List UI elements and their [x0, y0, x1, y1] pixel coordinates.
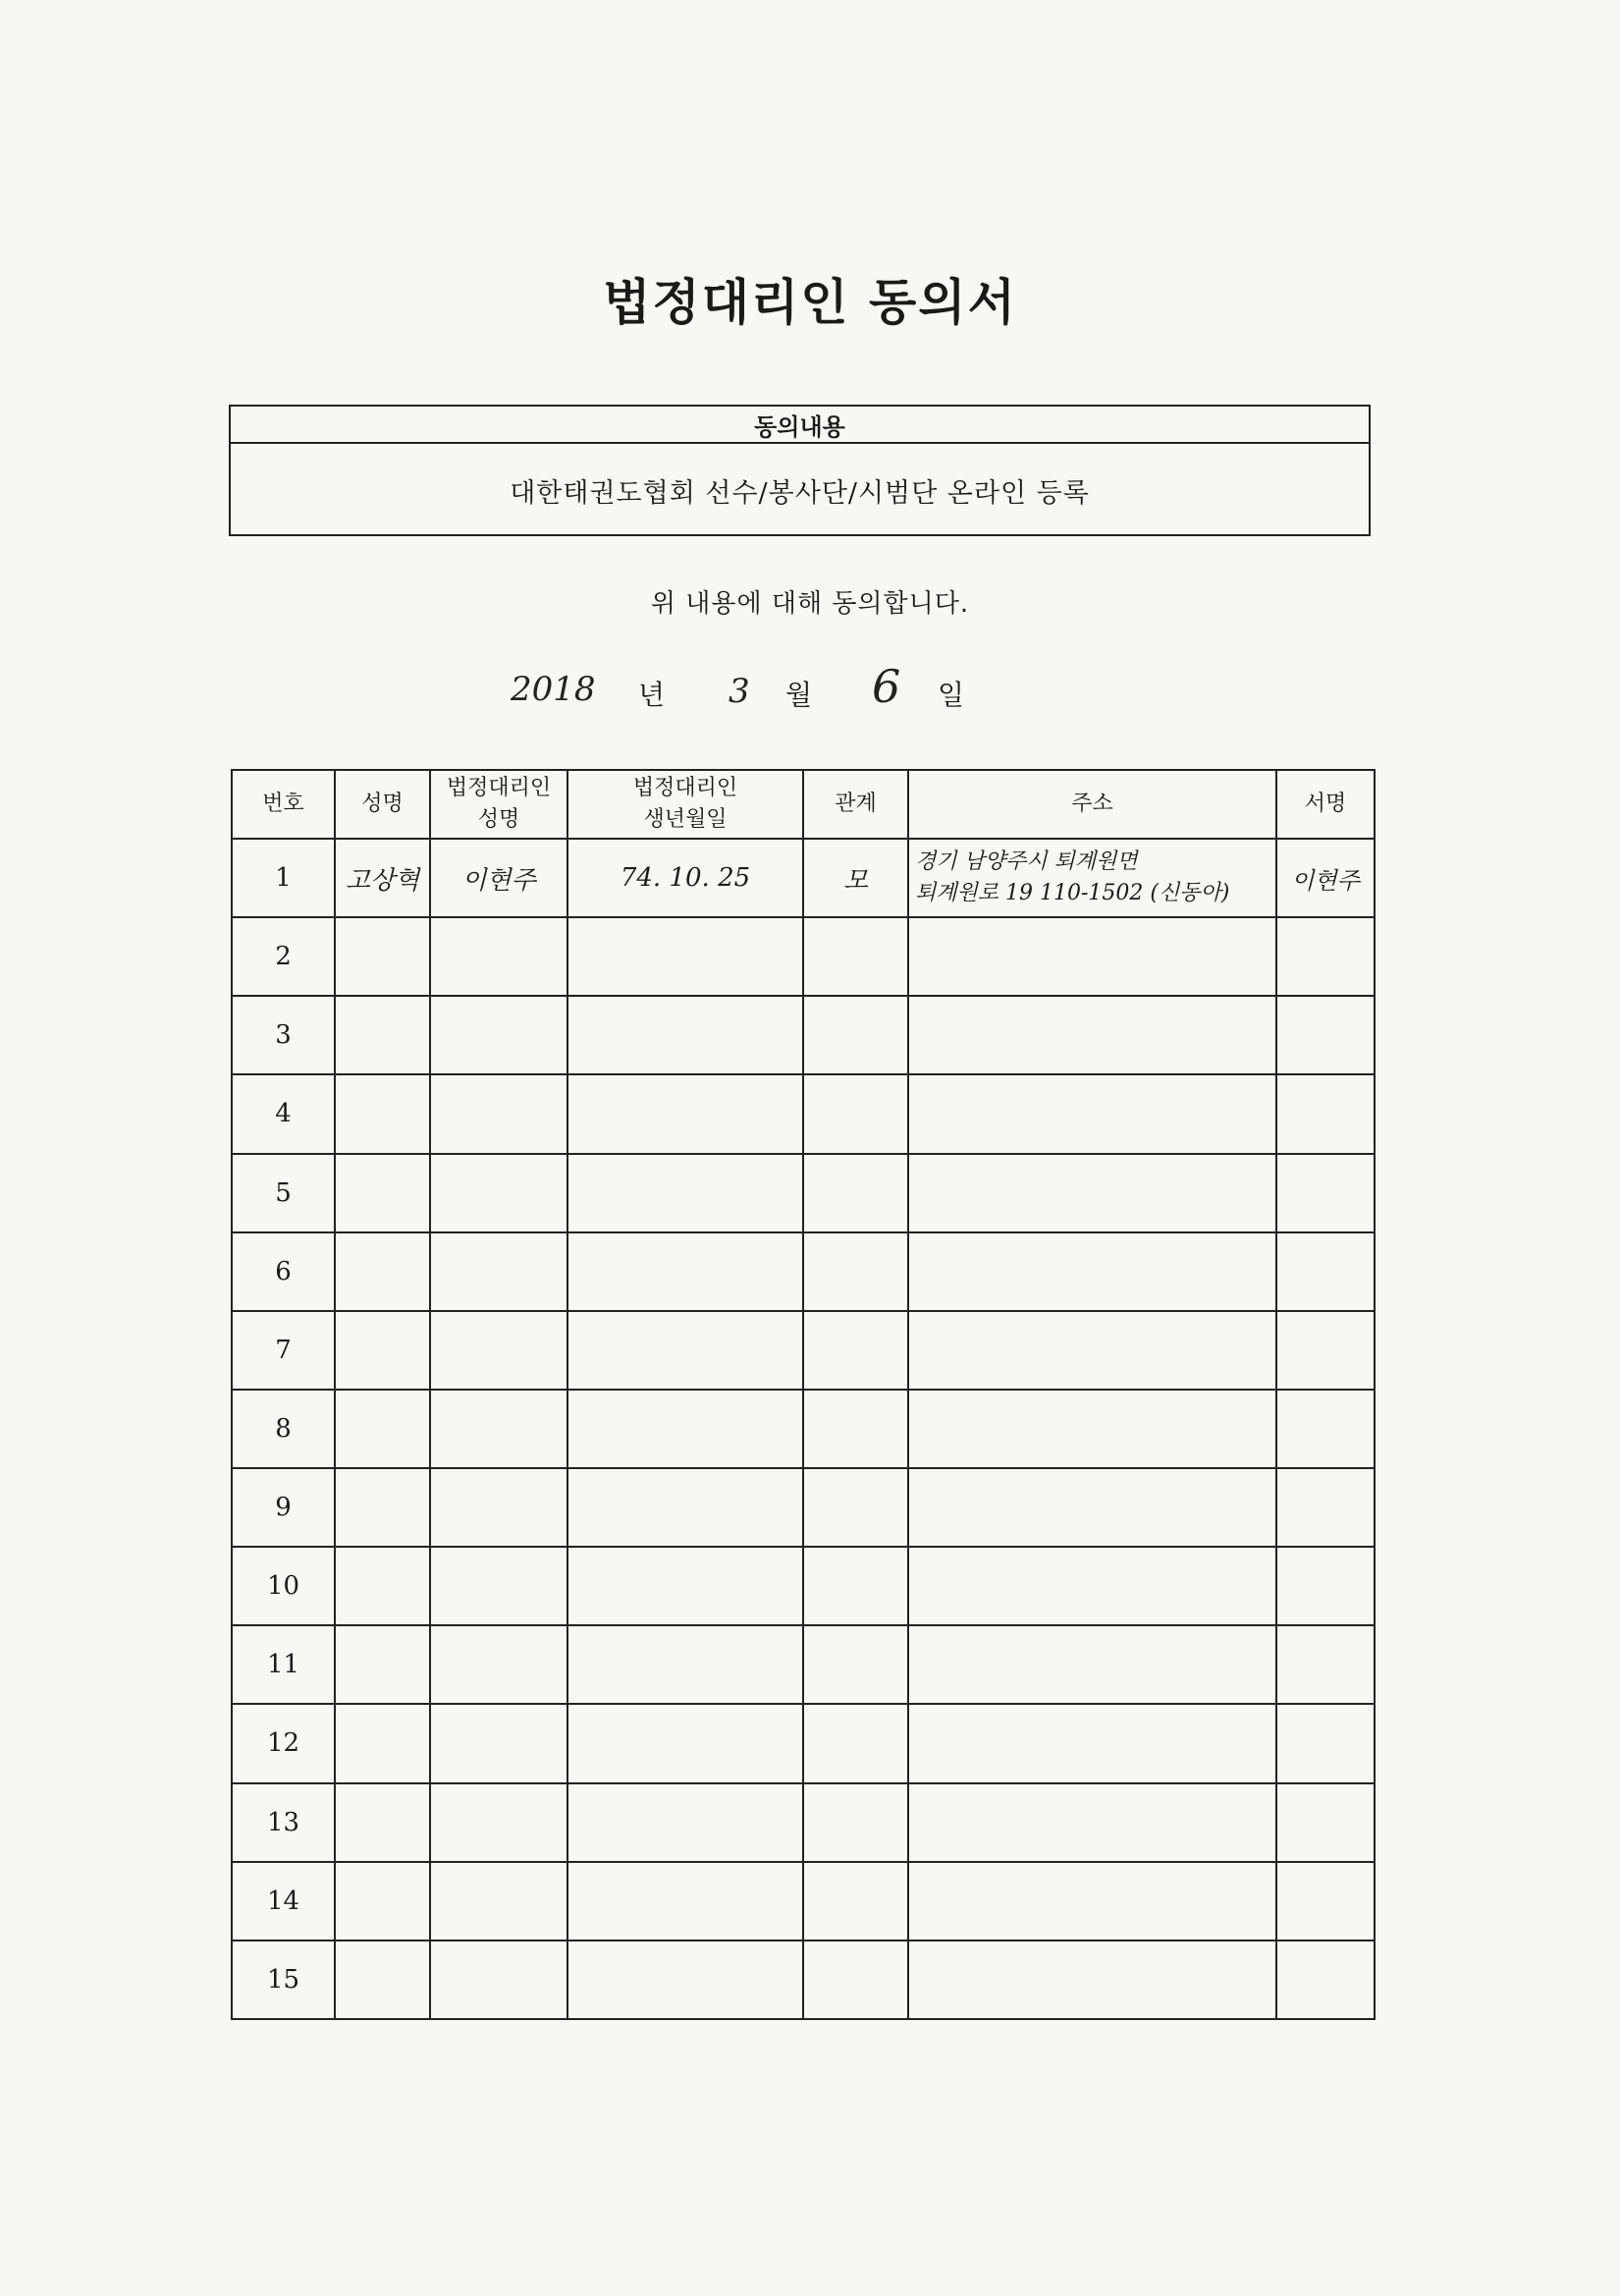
table-row: [232, 1074, 1375, 1153]
cell-relation: [803, 1941, 908, 2019]
cell-no: 7: [232, 1311, 335, 1390]
cell-no: 9: [232, 1468, 335, 1547]
cell-guardian: [430, 1547, 567, 1625]
cell-guardian: [430, 917, 567, 996]
header-name: 성명: [335, 770, 430, 839]
cell-signature: [1276, 1783, 1375, 1862]
cell-birth: [567, 1941, 803, 2019]
cell-signature: [1276, 1862, 1375, 1941]
date-day-value: 6: [872, 660, 901, 713]
cell-address: [908, 1154, 1276, 1232]
cell-birth: [567, 1783, 803, 1862]
table-row: [232, 1783, 1375, 1862]
cell-birth: [567, 1704, 803, 1782]
cell-no: 2: [232, 917, 335, 996]
cell-relation: [803, 1862, 908, 1941]
cell-relation: [803, 996, 908, 1074]
cell-address: [908, 1625, 1276, 1704]
cell-guardian: [430, 1783, 567, 1862]
cell-guardian: [430, 1468, 567, 1547]
cell-address: [908, 1862, 1276, 1941]
cell-no: 6: [232, 1232, 335, 1311]
table-row: [232, 996, 1375, 1074]
cell-no: 13: [232, 1783, 335, 1862]
table-row: [232, 839, 1375, 917]
cell-guardian: [430, 1941, 567, 2019]
cell-name: [335, 1941, 430, 2019]
cell-name: [335, 917, 430, 996]
cell-signature: [1276, 1547, 1375, 1625]
header-guardian-name-line2: 성명: [477, 807, 520, 832]
cell-guardian: [430, 1862, 567, 1941]
cell-signature: [1276, 1311, 1375, 1390]
cell-guardian: 이현주: [430, 839, 567, 917]
cell-signature: 이현주: [1276, 839, 1375, 917]
cell-name: [335, 1862, 430, 1941]
cell-no: 14: [232, 1862, 335, 1941]
cell-birth: [567, 1468, 803, 1547]
date-year-label: 년: [638, 679, 666, 711]
cell-no: 10: [232, 1547, 335, 1625]
consent-box: [229, 405, 1371, 536]
cell-relation: [803, 1074, 908, 1153]
cell-name: [335, 1547, 430, 1625]
cell-guardian: [430, 1390, 567, 1468]
cell-name: [335, 1468, 430, 1547]
document-title: 법정대리인 동의서: [603, 274, 1017, 331]
header-guardian-birth-line1: 법정대리인: [632, 776, 738, 800]
header-guardian-birth-line2: 생년월일: [643, 807, 728, 832]
cell-guardian: [430, 1625, 567, 1704]
cell-name: [335, 1625, 430, 1704]
cell-relation: [803, 1783, 908, 1862]
cell-signature: [1276, 996, 1375, 1074]
cell-relation: [803, 1547, 908, 1625]
guardian-table: [231, 769, 1376, 2020]
cell-address: [908, 1704, 1276, 1782]
cell-no: 4: [232, 1074, 335, 1153]
cell-guardian: [430, 1311, 567, 1390]
cell-name: 고상혁: [335, 839, 430, 917]
header-guardian-name-line1: 법정대리인: [446, 776, 552, 800]
table-row: [232, 1390, 1375, 1468]
cell-relation: [803, 1704, 908, 1782]
address-line-2: 퇴계원로 19 110-1502 (신동아): [915, 881, 1230, 906]
cell-address: [908, 1074, 1276, 1153]
cell-birth: [567, 917, 803, 996]
cell-signature: [1276, 1390, 1375, 1468]
cell-birth: [567, 1390, 803, 1468]
cell-relation: [803, 1625, 908, 1704]
table-row: [232, 1468, 1375, 1547]
cell-name: [335, 1154, 430, 1232]
table-row: [232, 1625, 1375, 1704]
cell-signature: [1276, 1704, 1375, 1782]
cell-relation: [803, 1390, 908, 1468]
cell-address: [908, 1783, 1276, 1862]
cell-birth: 74. 10. 25: [567, 839, 803, 917]
table-row: [232, 1704, 1375, 1782]
cell-address: [908, 839, 1276, 917]
cell-signature: [1276, 917, 1375, 996]
cell-relation: [803, 1311, 908, 1390]
cell-guardian: [430, 1704, 567, 1782]
table-header-row: [232, 770, 1375, 839]
cell-signature: [1276, 1468, 1375, 1547]
cell-name: [335, 1311, 430, 1390]
cell-relation: [803, 917, 908, 996]
cell-guardian: [430, 1074, 567, 1153]
agree-statement: 위 내용에 대해 동의합니다.: [650, 589, 970, 619]
table-row: [232, 917, 1375, 996]
header-no: 번호: [232, 770, 335, 839]
cell-no: 15: [232, 1941, 335, 2019]
cell-name: [335, 996, 430, 1074]
cell-no: 11: [232, 1625, 335, 1704]
cell-address: [908, 1547, 1276, 1625]
cell-signature: [1276, 1154, 1375, 1232]
table-row: [232, 1232, 1375, 1311]
cell-guardian: [430, 1232, 567, 1311]
cell-birth: [567, 1154, 803, 1232]
cell-address: [908, 1232, 1276, 1311]
header-relation: 관계: [803, 770, 908, 839]
cell-no: 5: [232, 1154, 335, 1232]
date-month-value: 3: [729, 672, 750, 711]
date-year-value: 2018: [511, 670, 596, 709]
cell-address: [908, 1390, 1276, 1468]
cell-address: [908, 1941, 1276, 2019]
cell-relation: [803, 1232, 908, 1311]
table-row: [232, 1547, 1375, 1625]
cell-relation: [803, 1468, 908, 1547]
date-day-label: 일: [938, 679, 965, 711]
cell-name: [335, 1074, 430, 1153]
cell-signature: [1276, 1074, 1375, 1153]
cell-signature: [1276, 1232, 1375, 1311]
cell-birth: [567, 1232, 803, 1311]
cell-relation: 모: [803, 839, 908, 917]
header-signature: 서명: [1276, 770, 1375, 839]
consent-header: 동의내용: [231, 407, 1369, 444]
cell-address: [908, 1311, 1276, 1390]
table-row: [232, 1154, 1375, 1232]
cell-birth: [567, 1862, 803, 1941]
cell-address: [908, 917, 1276, 996]
header-address: 주소: [908, 770, 1276, 839]
cell-name: [335, 1232, 430, 1311]
address-line-1: 경기 남양주시 퇴계원면: [915, 849, 1138, 875]
cell-name: [335, 1390, 430, 1468]
consent-body: 대한태권도협회 선수/봉사단/시범단 온라인 등록: [510, 477, 1090, 509]
cell-name: [335, 1704, 430, 1782]
cell-birth: [567, 1311, 803, 1390]
cell-birth: [567, 1074, 803, 1153]
cell-birth: [567, 996, 803, 1074]
cell-guardian: [430, 1154, 567, 1232]
table-row: [232, 1941, 1375, 2019]
header-guardian-birth: [567, 770, 803, 839]
date-month-label: 월: [785, 679, 813, 711]
cell-no: 3: [232, 996, 335, 1074]
table-row: [232, 1311, 1375, 1390]
cell-address: [908, 996, 1276, 1074]
cell-no: 8: [232, 1390, 335, 1468]
cell-address: [908, 1468, 1276, 1547]
cell-name: [335, 1783, 430, 1862]
cell-relation: [803, 1154, 908, 1232]
cell-no: 12: [232, 1704, 335, 1782]
header-guardian-name: [430, 770, 567, 839]
cell-birth: [567, 1547, 803, 1625]
cell-birth: [567, 1625, 803, 1704]
cell-signature: [1276, 1625, 1375, 1704]
date-line: [501, 660, 992, 723]
cell-signature: [1276, 1941, 1375, 2019]
table-row: [232, 1862, 1375, 1941]
cell-no: 1: [232, 839, 335, 917]
cell-guardian: [430, 996, 567, 1074]
